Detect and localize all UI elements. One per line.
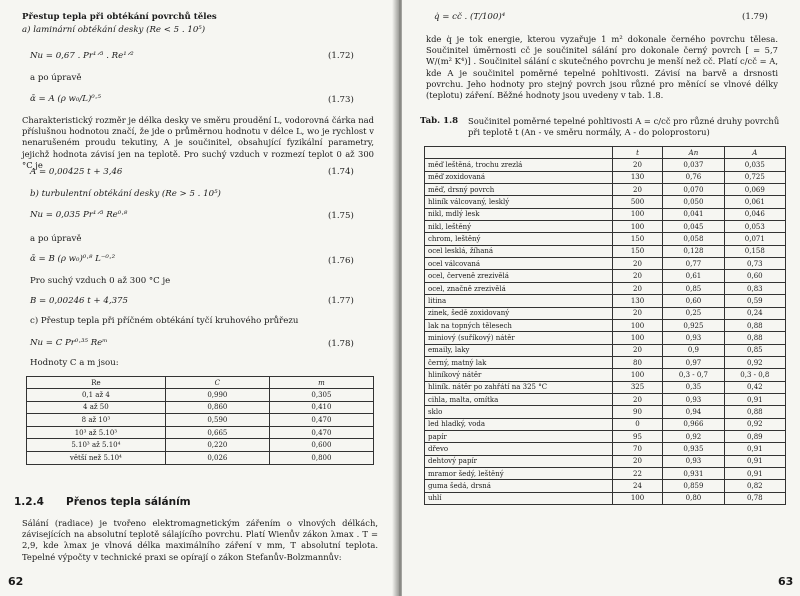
table-cell: 20 <box>612 307 663 319</box>
table-cell: 0,82 <box>724 480 785 492</box>
table-cell: 5.10³ až 5.10⁴ <box>27 439 166 452</box>
equation-1-72: Nu = 0,67 . Pr¹ᐟ³ . Re¹ᐟ² <box>30 51 134 61</box>
column-header: m <box>269 377 373 389</box>
table-row <box>425 356 786 368</box>
table-cell: nikl, mdlý lesk <box>425 208 613 220</box>
table-cell: 0,045 <box>663 221 724 233</box>
paragraph: Sálání (radiace) je tvořeno elektromagnetickým zářením o vlnových délkách, závisejících na absolutní teplotě sálajícího povrchu. Platí Wienův zákon λmax . T = 2,9, kde λmax je vlnová délka maximálního záření v mm, T absolutní teplota. Tepelné výpočty v technické praxi se opírají o zákon Stefanův-Bolzmannův: <box>22 518 378 562</box>
table-row <box>27 389 374 402</box>
table-cell: 0,92 <box>724 356 785 368</box>
table-cell: uhlí <box>425 492 613 504</box>
case-b-heading: b) turbulentní obtékání desky (Re > 5 . 10⁵) <box>30 189 221 199</box>
table-cell: 0,935 <box>663 443 724 455</box>
table-cell: lak na topných tělesech <box>425 319 613 331</box>
table-cell: 0,069 <box>724 184 785 196</box>
table-cell: 0,88 <box>724 319 785 331</box>
table-cell: černý, matný lak <box>425 356 613 368</box>
table-cell: 100 <box>612 492 663 504</box>
table-cell: 0,9 <box>663 344 724 356</box>
equation-number: (1.78) <box>328 339 354 349</box>
table-row <box>425 406 786 418</box>
table-row <box>425 381 786 393</box>
table-row <box>425 443 786 455</box>
table-cell: 20 <box>612 282 663 294</box>
table-cell: 0,035 <box>724 159 785 171</box>
table-cell: 24 <box>612 480 663 492</box>
table-row <box>425 418 786 430</box>
table-cell: 20 <box>612 258 663 270</box>
table-cell: 0,93 <box>663 393 724 405</box>
equation-number: (1.77) <box>328 296 354 306</box>
table-cell: 100 <box>612 221 663 233</box>
column-header <box>425 147 613 159</box>
table-cell: 0,046 <box>724 208 785 220</box>
table-row <box>425 393 786 405</box>
table-cell: 0,42 <box>724 381 785 393</box>
case-c-heading: c) Přestup tepla při příčném obtékání tyčí kruhového průřezu <box>30 316 299 326</box>
page-63 <box>402 0 800 596</box>
table-cell: 0,470 <box>269 414 373 427</box>
text-line: Pro suchý vzduch 0 až 300 °C je <box>30 276 171 286</box>
table-cell: 0,35 <box>663 381 724 393</box>
table-row <box>425 295 786 307</box>
table-cell: dehtový papír <box>425 455 613 467</box>
equation-1-74: A = 0,00425 t + 3,46 <box>30 167 123 177</box>
table-cell: 0,070 <box>663 184 724 196</box>
table-row <box>27 439 374 452</box>
table-cell: 325 <box>612 381 663 393</box>
equation-number: (1.76) <box>328 256 354 266</box>
table-cell: 90 <box>612 406 663 418</box>
table-cell: 100 <box>612 369 663 381</box>
table-cell: 100 <box>612 319 663 331</box>
table-cell: 0,590 <box>165 414 269 427</box>
table-cell: 22 <box>612 467 663 479</box>
table-cell: 0,88 <box>724 406 785 418</box>
table-caption: Součinitel poměrné tepelné pohltivosti A = c/cč pro různé druhy povrchů při teplotě t (An - ve směru normály, A - do poloprostoru) <box>468 116 780 138</box>
equation-number: (1.79) <box>742 12 768 22</box>
equation-number: (1.73) <box>328 95 354 105</box>
table-cell: 0,92 <box>724 418 785 430</box>
table-cell: hliník. nátěr po zahřátí na 325 °C <box>425 381 613 393</box>
table-row <box>27 414 374 427</box>
page-number: 62 <box>8 575 24 588</box>
table-row <box>425 159 786 171</box>
table-cell: 0,91 <box>724 393 785 405</box>
text-line: a po úpravě <box>30 234 82 244</box>
section-number: 1.2.4 <box>14 496 44 508</box>
table-cell: větší než 5.10⁴ <box>27 451 166 464</box>
table-row <box>425 208 786 220</box>
table-cell: 0,91 <box>724 443 785 455</box>
table-cell: 0,91 <box>724 455 785 467</box>
table-cell: 80 <box>612 356 663 368</box>
equation-number: (1.74) <box>328 167 354 177</box>
table-cell: měď zoxidovaná <box>425 171 613 183</box>
equation-1-77: B = 0,00246 t + 4,375 <box>30 296 128 306</box>
page-number: 63 <box>778 575 794 588</box>
table-cell: 0,85 <box>724 344 785 356</box>
table-cell: cihla, malta, omítka <box>425 393 613 405</box>
table-cell: sklo <box>425 406 613 418</box>
table-cell: 10³ až 5.10³ <box>27 426 166 439</box>
equation-number: (1.72) <box>328 51 354 61</box>
table-1-8 <box>424 146 786 505</box>
table-cell: 8 až 10³ <box>27 414 166 427</box>
table-cell: 0,128 <box>663 245 724 257</box>
paragraph: Charakteristický rozměr je délka desky ve směru proudění L, vodorovná čárka nad příslušnou hodnotou značí, že jde o průměrnou hodnotu v délce L, wo je rychlost v nenarušeném proudu tekutiny, A je součinitel, obsahující fyzikální parametry, jejichž hodnota závisí jen na teplotě. Pro suchý vzduch v rozmezí teplot 0 až 300 °C je <box>22 115 374 170</box>
table-cell: 0 <box>612 418 663 430</box>
table-cell: 0,93 <box>663 455 724 467</box>
table-cell: 20 <box>612 344 663 356</box>
text-line: a po úpravě <box>30 73 82 83</box>
table-row <box>425 467 786 479</box>
table-cell: chrom, leštěný <box>425 233 613 245</box>
table-cell: 0,60 <box>724 270 785 282</box>
table-cell: nikl, leštěný <box>425 221 613 233</box>
table-cell: 20 <box>612 270 663 282</box>
table-cell: 150 <box>612 233 663 245</box>
table-cell: 0,931 <box>663 467 724 479</box>
table-cell: 100 <box>612 332 663 344</box>
table-label: Tab. 1.8 <box>420 116 459 126</box>
equation-number: (1.75) <box>328 211 354 221</box>
table-cell: 0,3 - 0,7 <box>663 369 724 381</box>
table-row <box>425 430 786 442</box>
table-row <box>425 307 786 319</box>
table-cell: 0,80 <box>663 492 724 504</box>
table-cell: zinek, šedě zoxidovaný <box>425 307 613 319</box>
table-cell: 0,1 až 4 <box>27 389 166 402</box>
table-cell: 0,59 <box>724 295 785 307</box>
table-cell: led hladký, voda <box>425 418 613 430</box>
table-header-row <box>425 147 786 159</box>
table-row <box>425 332 786 344</box>
table-cell: 0,77 <box>663 258 724 270</box>
column-header: Re <box>27 377 166 389</box>
table-cell: 0,78 <box>724 492 785 504</box>
table-cell: miniový (suříkový) nátěr <box>425 332 613 344</box>
table-row <box>425 258 786 270</box>
table-cell: 0,88 <box>724 332 785 344</box>
table-cell: guma šedá, drsná <box>425 480 613 492</box>
table-cell: 20 <box>612 455 663 467</box>
table-cell: 0,026 <box>165 451 269 464</box>
table-cell: 70 <box>612 443 663 455</box>
text-line: Hodnoty C a m jsou: <box>30 358 119 368</box>
table-row <box>425 492 786 504</box>
table-cell: papír <box>425 430 613 442</box>
table-cell: 0,665 <box>165 426 269 439</box>
table-cell: ocel, červeně zrezivělá <box>425 270 613 282</box>
column-header: An <box>663 147 724 159</box>
equation-1-76: ᾱ = B (ρ w₀)⁰·⁸ L⁻⁰·² <box>30 254 116 264</box>
table-header-row <box>27 377 374 389</box>
table-row <box>425 221 786 233</box>
table-row <box>425 282 786 294</box>
table-cell: 150 <box>612 245 663 257</box>
table-cell: 0,3 - 0,8 <box>724 369 785 381</box>
table-cell: ocel, značně zrezivělá <box>425 282 613 294</box>
table-cell: 500 <box>612 196 663 208</box>
table-cell: 0,93 <box>663 332 724 344</box>
table-cell: 0,860 <box>165 401 269 414</box>
equation-1-78: Nu = C Pr⁰·³⁵ Reᵐ <box>30 338 108 348</box>
table-cell: 4 až 50 <box>27 401 166 414</box>
table-cell: 0,470 <box>269 426 373 439</box>
table-cell: 0,800 <box>269 451 373 464</box>
table-cell: ocel lesklá, žíhaná <box>425 245 613 257</box>
table-cell: 0,61 <box>663 270 724 282</box>
table-cell: 0,990 <box>165 389 269 402</box>
table-row <box>27 451 374 464</box>
table-cell: 130 <box>612 171 663 183</box>
table-cell: 0,053 <box>724 221 785 233</box>
table-cell: 100 <box>612 208 663 220</box>
table-cell: 0,410 <box>269 401 373 414</box>
table-row <box>425 455 786 467</box>
table-row <box>425 319 786 331</box>
table-cell: 0,050 <box>663 196 724 208</box>
table-row <box>425 184 786 196</box>
table-row <box>425 369 786 381</box>
column-header: A <box>724 147 785 159</box>
table-cell: 0,158 <box>724 245 785 257</box>
paragraph: kde q̇ je tok energie, kterou vyzařuje 1 m² dokonale černého povrchu tělesa. Součinitel úměrnosti cč je součinitel sálání pro dokonale černý povrch [ = 5,7 W/(m² K⁴)] . Součinitel sálání c skutečného povrchu je menší než cč. Platí c/cč = A, kde A je součinitel poměrné tepelné pohltivosti. Závisí na barvě a drsnosti povrchu. Jeho hodnoty pro stejný povrch jsou různé pro měnící se vlnové délky (teplotu) záření. Běžné hodnoty jsou uvedeny v tab. 1.8. <box>426 34 778 101</box>
table-cell: 0,91 <box>724 467 785 479</box>
table-cell: mramor šedý, leštěný <box>425 467 613 479</box>
case-a-heading: a) laminární obtékání desky (Re < 5 . 10⁵) <box>22 25 206 35</box>
table-cell: 0,92 <box>663 430 724 442</box>
table-cell: 0,89 <box>724 430 785 442</box>
table-cell: 0,60 <box>663 295 724 307</box>
column-header: t <box>612 147 663 159</box>
table-cell: 0,966 <box>663 418 724 430</box>
table-cell: 0,061 <box>724 196 785 208</box>
table-cell: 0,071 <box>724 233 785 245</box>
table-cell: měď leštěná, trochu zrezlá <box>425 159 613 171</box>
section-title: Přenos tepla sáláním <box>66 496 191 508</box>
table-row <box>425 233 786 245</box>
table-cell: měď, drsný povrch <box>425 184 613 196</box>
table-cell: ocel válcovaná <box>425 258 613 270</box>
equation-1-75: Nu = 0,035 Pr¹ᐟ³ Re⁰·⁸ <box>30 210 128 220</box>
table-c-m <box>26 376 374 465</box>
table-cell: 0,600 <box>269 439 373 452</box>
table-cell: 0,037 <box>663 159 724 171</box>
table-cell: 0,76 <box>663 171 724 183</box>
table-cell: 0,25 <box>663 307 724 319</box>
equation-1-73: ᾱ = A (ρ w₀/L)⁰·⁵ <box>30 94 101 104</box>
table-cell: 20 <box>612 184 663 196</box>
table-cell: 95 <box>612 430 663 442</box>
table-row <box>425 480 786 492</box>
table-cell: 0,220 <box>165 439 269 452</box>
subsection-title: Přestup tepla při obtékání povrchů těles <box>22 12 217 22</box>
table-cell: dřevo <box>425 443 613 455</box>
table-cell: 0,305 <box>269 389 373 402</box>
table-cell: 0,85 <box>663 282 724 294</box>
table-cell: hliníkový nátěr <box>425 369 613 381</box>
table-cell: 0,83 <box>724 282 785 294</box>
column-header: C <box>165 377 269 389</box>
table-row <box>27 401 374 414</box>
table-cell: emaily, laky <box>425 344 613 356</box>
table-row <box>425 344 786 356</box>
table-cell: 0,859 <box>663 480 724 492</box>
table-row <box>425 171 786 183</box>
table-cell: 0,058 <box>663 233 724 245</box>
table-cell: 20 <box>612 159 663 171</box>
table-cell: 0,97 <box>663 356 724 368</box>
table-row <box>425 196 786 208</box>
table-cell: 0,73 <box>724 258 785 270</box>
page-62 <box>0 0 398 596</box>
table-cell: litina <box>425 295 613 307</box>
table-cell: hliník válcovaný, lesklý <box>425 196 613 208</box>
table-row <box>425 270 786 282</box>
table-row <box>425 245 786 257</box>
table-cell: 0,725 <box>724 171 785 183</box>
equation-1-79: q̇ = cč . (T/100)⁴ <box>434 12 506 22</box>
table-cell: 20 <box>612 393 663 405</box>
table-row <box>27 426 374 439</box>
table-cell: 0,24 <box>724 307 785 319</box>
table-cell: 0,94 <box>663 406 724 418</box>
table-cell: 0,925 <box>663 319 724 331</box>
table-cell: 0,041 <box>663 208 724 220</box>
table-cell: 130 <box>612 295 663 307</box>
